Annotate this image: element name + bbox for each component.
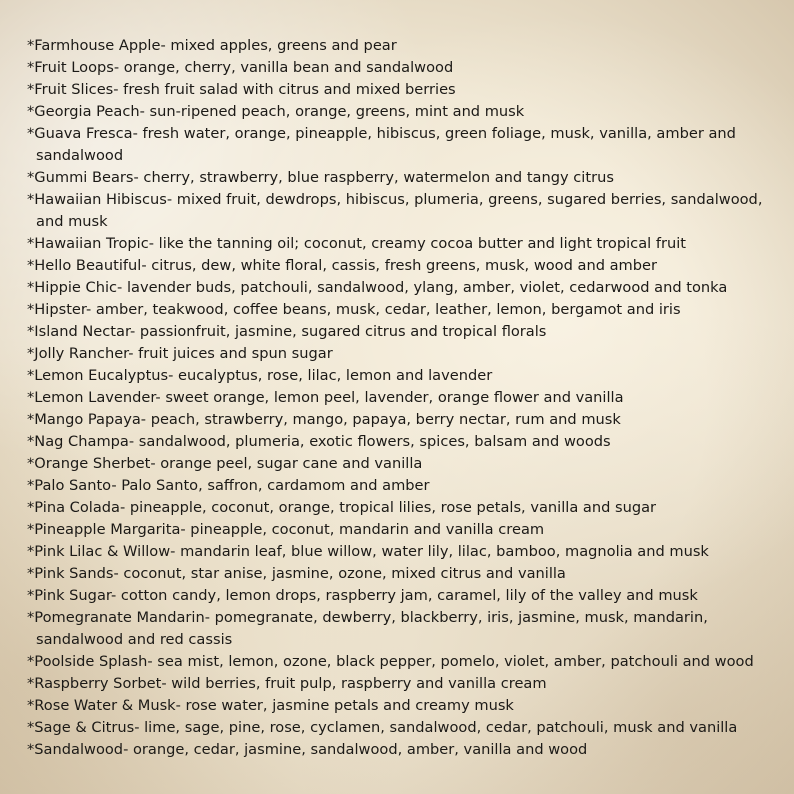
scent-list-item: *Fruit Loops- orange, cherry, vanilla bean and sandalwood [27, 59, 454, 76]
scent-list-item: *Orange Sherbet- orange peel, sugar cane and vanilla [27, 455, 423, 472]
scent-list [27, 35, 777, 761]
scent-list-item: *Jolly Rancher- fruit juices and spun sugar [27, 345, 333, 362]
scent-list-item: *Mango Papaya- peach, strawberry, mango, papaya, berry nectar, rum and musk [27, 411, 621, 428]
scent-list-item: *Fruit Slices- fresh fruit salad with citrus and mixed berries [27, 81, 456, 98]
scent-list-item: *Pineapple Margarita- pineapple, coconut, mandarin and vanilla cream [27, 521, 545, 538]
scent-list-item: *Lemon Lavender- sweet orange, lemon peel, lavender, orange flower and vanilla [27, 389, 624, 406]
scent-list-item: *Gummi Bears- cherry, strawberry, blue raspberry, watermelon and tangy citrus [27, 169, 614, 186]
scent-list-item: *Pink Lilac & Willow- mandarin leaf, blue willow, water lily, lilac, bamboo, magnolia and musk [27, 543, 709, 560]
scent-list-item: *Sandalwood- orange, cedar, jasmine, sandalwood, amber, vanilla and wood [27, 741, 588, 758]
scent-list-item: *Farmhouse Apple- mixed apples, greens and pear [27, 37, 397, 54]
scent-list-item: *Hipster- amber, teakwood, coffee beans, musk, cedar, leather, lemon, bergamot and iris [27, 301, 681, 318]
scent-list-item: *Nag Champa- sandalwood, plumeria, exotic flowers, spices, balsam and woods [27, 433, 611, 450]
scent-list-item: *Hello Beautiful- citrus, dew, white floral, cassis, fresh greens, musk, wood and amber [27, 257, 658, 274]
scent-list-item: *Palo Santo- Palo Santo, saffron, cardamom and amber [27, 477, 430, 494]
scent-list-item: *Raspberry Sorbet- wild berries, fruit pulp, raspberry and vanilla cream [27, 675, 547, 692]
scent-list-item: *Sage & Citrus- lime, sage, pine, rose, cyclamen, sandalwood, cedar, patchouli, musk and vanilla [27, 719, 738, 736]
scent-list-item: *Hippie Chic- lavender buds, patchouli, sandalwood, ylang, amber, violet, cedarwood and tonka [27, 279, 728, 296]
scent-list-item: *Georgia Peach- sun-ripened peach, orange, greens, mint and musk [27, 103, 525, 120]
scent-list-item: *Island Nectar- passionfruit, jasmine, sugared citrus and tropical florals [27, 323, 547, 340]
scent-list-item: *Pink Sands- coconut, star anise, jasmine, ozone, mixed citrus and vanilla [27, 565, 566, 582]
scent-list-item: *Rose Water & Musk- rose water, jasmine petals and creamy musk [27, 697, 514, 714]
scent-list-item: *Lemon Eucalyptus- eucalyptus, rose, lilac, lemon and lavender [27, 367, 493, 384]
scent-list-item: *Poolside Splash- sea mist, lemon, ozone, black pepper, pomelo, violet, amber, patchouli and wood [27, 653, 754, 670]
scent-list-item: *Hawaiian Tropic- like the tanning oil; coconut, creamy cocoa butter and light tropical fruit [27, 235, 686, 252]
scent-list-item: *Hawaiian Hibiscus- mixed fruit, dewdrops, hibiscus, plumeria, greens, sugared berries, sandalwood, and musk [27, 191, 763, 230]
scent-list-item: *Pomegranate Mandarin- pomegranate, dewberry, blackberry, iris, jasmine, musk, mandarin, sandalwood and red cassis [27, 609, 708, 648]
scent-list-item: *Guava Fresca- fresh water, orange, pineapple, hibiscus, green foliage, musk, vanilla, amber and sandalwood [27, 125, 736, 164]
scent-list-item: *Pink Sugar- cotton candy, lemon drops, raspberry jam, caramel, lily of the valley and musk [27, 587, 698, 604]
scent-list-item: *Pina Colada- pineapple, coconut, orange, tropical lilies, rose petals, vanilla and sugar [27, 499, 657, 516]
